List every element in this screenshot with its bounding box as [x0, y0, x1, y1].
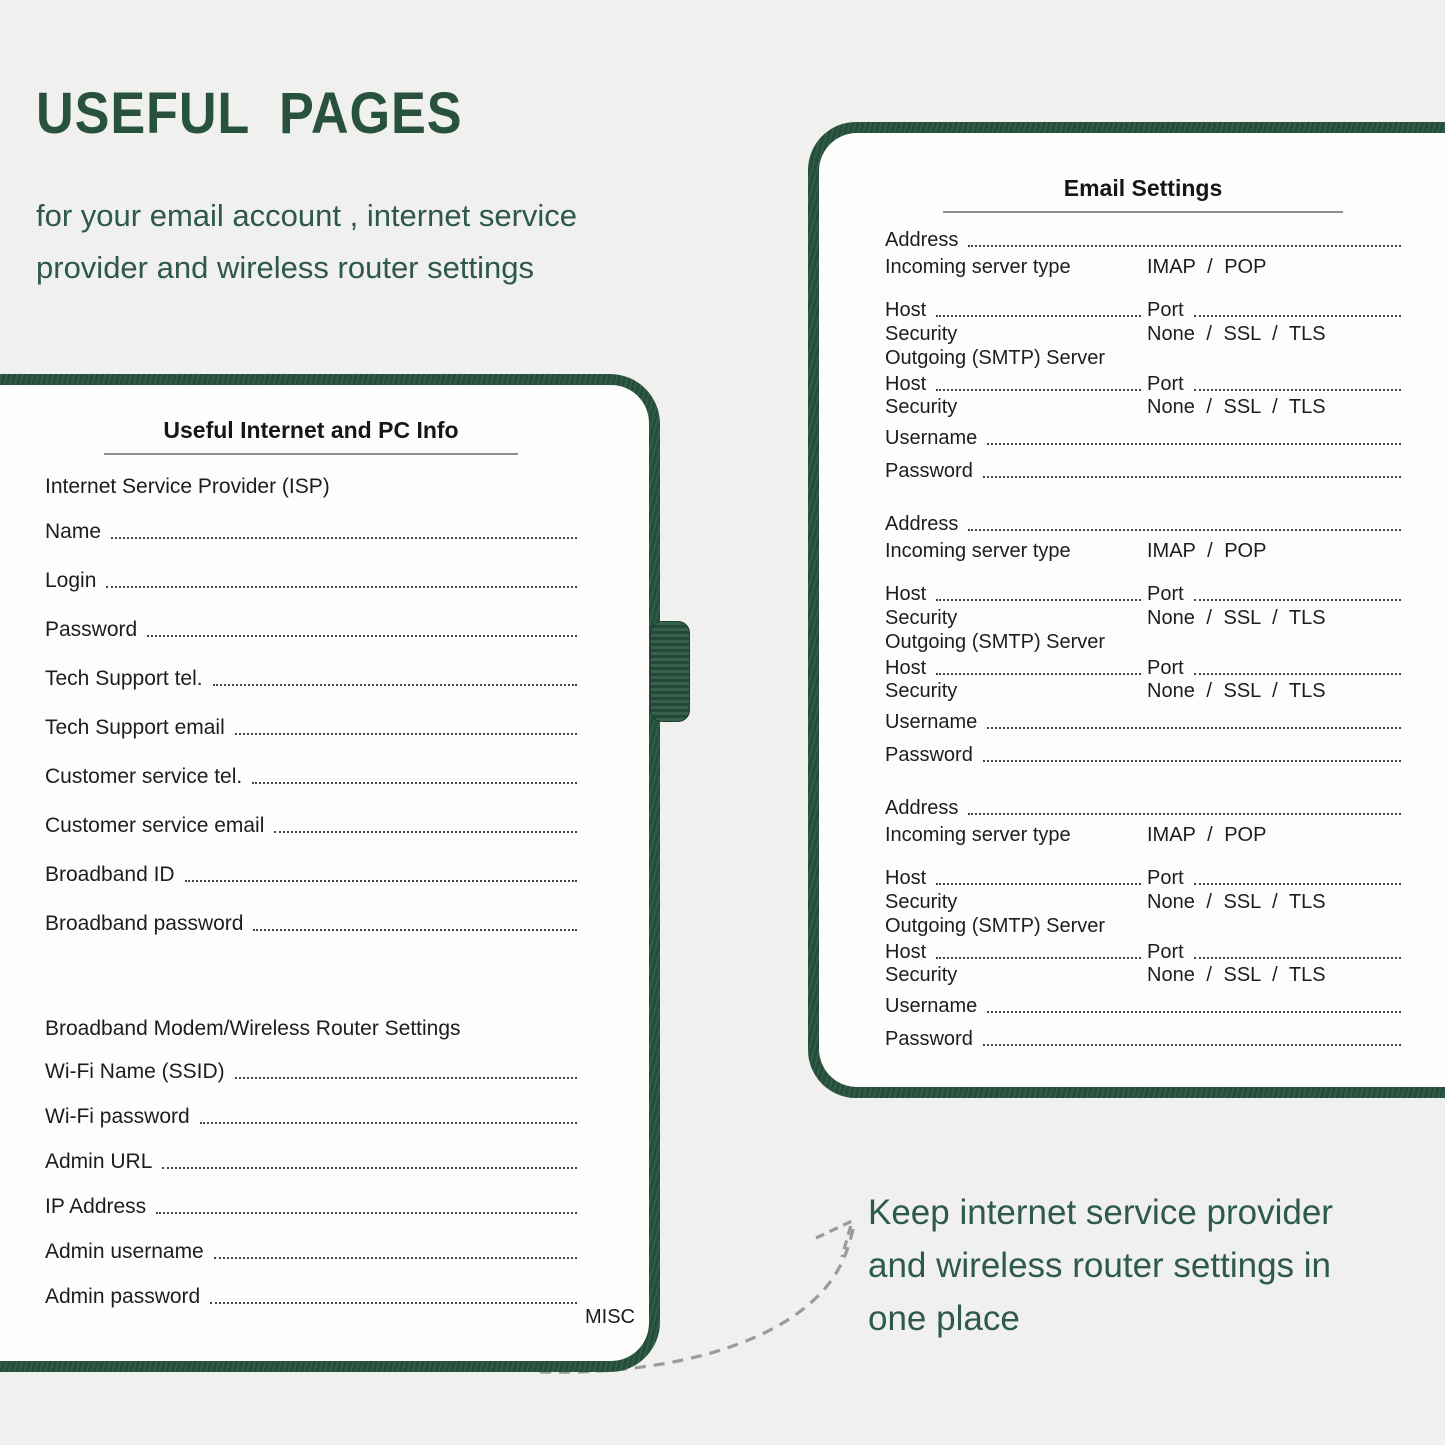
field-options: IMAP / POP [1147, 540, 1267, 562]
host-cell [885, 657, 1147, 679]
section-subheading: Outgoing (SMTP) Server [885, 347, 1106, 369]
subtitle-line: provider and wireless router settings [36, 250, 534, 285]
right-page-title: Email Settings [1063, 175, 1223, 201]
field-options: IMAP / POP [1147, 256, 1267, 278]
incoming-server-row [885, 256, 1401, 278]
dotted-fill-line [210, 1286, 577, 1304]
form-field-row [45, 766, 577, 788]
password-row [885, 1028, 1401, 1050]
page-title: USEFUL PAGES [36, 81, 463, 146]
dotted-fill-line [936, 657, 1141, 675]
dotted-fill-line [987, 995, 1401, 1013]
dotted-fill-line [936, 299, 1141, 317]
field-label: Broadband password [45, 912, 244, 935]
dotted-fill-line [1194, 583, 1401, 601]
security-row [885, 964, 1401, 986]
host-port-row [885, 299, 1401, 321]
field-label: Password [885, 744, 973, 766]
email-settings-section [885, 229, 1401, 482]
dotted-fill-line [162, 1151, 577, 1169]
dotted-fill-line [147, 619, 577, 637]
title-underline [104, 453, 518, 455]
field-options: None / SSL / TLS [1147, 680, 1326, 702]
port-cell [1147, 867, 1401, 889]
right-notebook-cover [808, 122, 1445, 1098]
field-options: None / SSL / TLS [1147, 964, 1326, 986]
form-field-row [45, 1286, 577, 1308]
field-label: Customer service email [45, 814, 265, 837]
dotted-fill-line [106, 570, 577, 588]
dotted-fill-line [1194, 657, 1401, 675]
host-port-row [885, 657, 1401, 679]
field-options: None / SSL / TLS [1147, 891, 1326, 913]
page-footer-tab: MISC [585, 1306, 635, 1328]
left-page-content [45, 415, 577, 1331]
dotted-fill-line [253, 913, 577, 931]
host-port-row [885, 941, 1401, 963]
left-notebook-cover [0, 374, 660, 1372]
dotted-fill-line [1194, 299, 1401, 317]
address-row [885, 797, 1401, 819]
host-cell [885, 373, 1147, 395]
section-subheading: Outgoing (SMTP) Server [885, 631, 1106, 653]
outgoing-smtp-heading [885, 915, 1401, 937]
form-field-row [45, 1196, 577, 1218]
field-label: Security [885, 323, 958, 345]
field-label: Host [885, 657, 927, 679]
field-label: Host [885, 299, 927, 321]
dotted-fill-line [987, 711, 1401, 729]
field-label: Port [1147, 657, 1184, 679]
form-field-row [45, 1061, 577, 1083]
port-cell [1147, 583, 1401, 605]
email-settings-section [885, 797, 1401, 1050]
right-page-content [885, 173, 1401, 1081]
subtitle-line: for your email account , internet service [36, 198, 578, 233]
field-label: Login [45, 569, 97, 592]
field-label: Admin username [45, 1240, 204, 1263]
field-label: Host [885, 941, 927, 963]
field-label: Incoming server type [885, 824, 1071, 846]
email-settings-sections [885, 229, 1401, 1050]
field-label: Security [885, 396, 958, 418]
form-field-row [45, 717, 577, 739]
form-field-row [45, 570, 577, 592]
field-label: Security [885, 964, 958, 986]
port-cell [1147, 373, 1401, 395]
field-label: Incoming server type [885, 256, 1071, 278]
address-row [885, 513, 1401, 535]
password-row [885, 460, 1401, 482]
field-label: Host [885, 867, 927, 889]
pen-loop [650, 621, 690, 722]
dotted-fill-line [983, 744, 1401, 762]
host-cell [885, 299, 1147, 321]
outgoing-smtp-heading [885, 347, 1401, 369]
field-label: Port [1147, 299, 1184, 321]
field-label: Admin password [45, 1285, 201, 1308]
field-label: Security [885, 680, 958, 702]
field-label: Host [885, 583, 927, 605]
host-port-row [885, 583, 1401, 605]
email-settings-section [885, 513, 1401, 766]
dotted-fill-line [185, 864, 577, 882]
field-label: Name [45, 520, 102, 543]
host-cell [885, 941, 1147, 963]
dotted-fill-line [968, 513, 1401, 531]
field-label: Broadband ID [45, 863, 175, 886]
dotted-fill-line [274, 815, 577, 833]
field-label: Wi-Fi Name (SSID) [45, 1060, 225, 1083]
dotted-fill-line [936, 867, 1141, 885]
caption-line: and wireless router settings in [868, 1246, 1331, 1285]
dotted-fill-line [1194, 941, 1401, 959]
security-row [885, 607, 1401, 629]
field-label: Host [885, 373, 927, 395]
port-cell [1147, 941, 1401, 963]
form-field-row [45, 521, 577, 543]
title-underline [943, 211, 1343, 213]
field-options: None / SSL / TLS [1147, 607, 1326, 629]
field-label: Tech Support tel. [45, 667, 203, 690]
field-label: Address [885, 797, 959, 819]
field-label: Address [885, 513, 959, 535]
form-field-row [45, 619, 577, 641]
dotted-fill-line [1194, 867, 1401, 885]
caption-line: one place [868, 1299, 1020, 1338]
form-field-row [45, 1106, 577, 1128]
router-section-heading: Broadband Modem/Wireless Router Settings [45, 1017, 461, 1040]
form-field-row [45, 1241, 577, 1263]
security-row [885, 323, 1401, 345]
field-label: IP Address [45, 1195, 147, 1218]
outgoing-smtp-heading [885, 631, 1401, 653]
dotted-fill-line [968, 797, 1401, 815]
address-row [885, 229, 1401, 251]
left-page-title: Useful Internet and PC Info [163, 417, 459, 443]
host-port-row [885, 373, 1401, 395]
dotted-fill-line [200, 1106, 577, 1124]
caption-line: Keep internet service provider [868, 1193, 1333, 1232]
field-options: IMAP / POP [1147, 824, 1267, 846]
username-row [885, 995, 1401, 1017]
dotted-fill-line [252, 766, 577, 784]
field-label: Tech Support email [45, 716, 225, 739]
field-label: Username [885, 427, 978, 449]
dotted-fill-line [156, 1196, 577, 1214]
dotted-fill-line [235, 1061, 577, 1079]
dotted-fill-line [936, 583, 1141, 601]
field-label: Port [1147, 941, 1184, 963]
form-field-row [45, 815, 577, 837]
right-notebook-page [819, 133, 1445, 1087]
port-cell [1147, 657, 1401, 679]
dotted-fill-line [235, 717, 577, 735]
field-label: Port [1147, 583, 1184, 605]
dotted-fill-line [214, 1241, 577, 1259]
field-label: Port [1147, 373, 1184, 395]
field-label: Port [1147, 867, 1184, 889]
field-label: Username [885, 711, 978, 733]
field-label: Password [45, 618, 138, 641]
field-options: None / SSL / TLS [1147, 323, 1326, 345]
security-row [885, 396, 1401, 418]
dotted-fill-line [983, 1028, 1401, 1046]
username-row [885, 711, 1401, 733]
security-row [885, 891, 1401, 913]
incoming-server-row [885, 824, 1401, 846]
field-label: Username [885, 995, 978, 1017]
host-cell [885, 867, 1147, 889]
security-row [885, 680, 1401, 702]
form-field-row [45, 1151, 577, 1173]
left-notebook-page [0, 385, 649, 1361]
section-subheading: Outgoing (SMTP) Server [885, 915, 1106, 937]
host-cell [885, 583, 1147, 605]
field-options: None / SSL / TLS [1147, 396, 1326, 418]
dotted-fill-line [213, 668, 577, 686]
form-field-row [45, 913, 577, 935]
dotted-fill-line [936, 373, 1141, 391]
field-label: Security [885, 607, 958, 629]
field-label: Password [885, 460, 973, 482]
field-label: Security [885, 891, 958, 913]
field-label: Incoming server type [885, 540, 1071, 562]
field-label: Password [885, 1028, 973, 1050]
incoming-server-row [885, 540, 1401, 562]
field-label: Admin URL [45, 1150, 153, 1173]
password-row [885, 744, 1401, 766]
username-row [885, 427, 1401, 449]
dotted-fill-line [936, 941, 1141, 959]
dotted-fill-line [111, 521, 577, 539]
dotted-fill-line [1194, 373, 1401, 391]
isp-section-heading: Internet Service Provider (ISP) [45, 475, 330, 498]
dotted-fill-line [987, 427, 1401, 445]
router-field-list [45, 1061, 577, 1308]
field-label: Customer service tel. [45, 765, 243, 788]
form-field-row [45, 864, 577, 886]
field-label: Address [885, 229, 959, 251]
isp-field-list [45, 521, 577, 935]
host-port-row [885, 867, 1401, 889]
dotted-fill-line [968, 229, 1401, 247]
dotted-fill-line [983, 460, 1401, 478]
port-cell [1147, 299, 1401, 321]
form-field-row [45, 668, 577, 690]
field-label: Wi-Fi password [45, 1105, 190, 1128]
